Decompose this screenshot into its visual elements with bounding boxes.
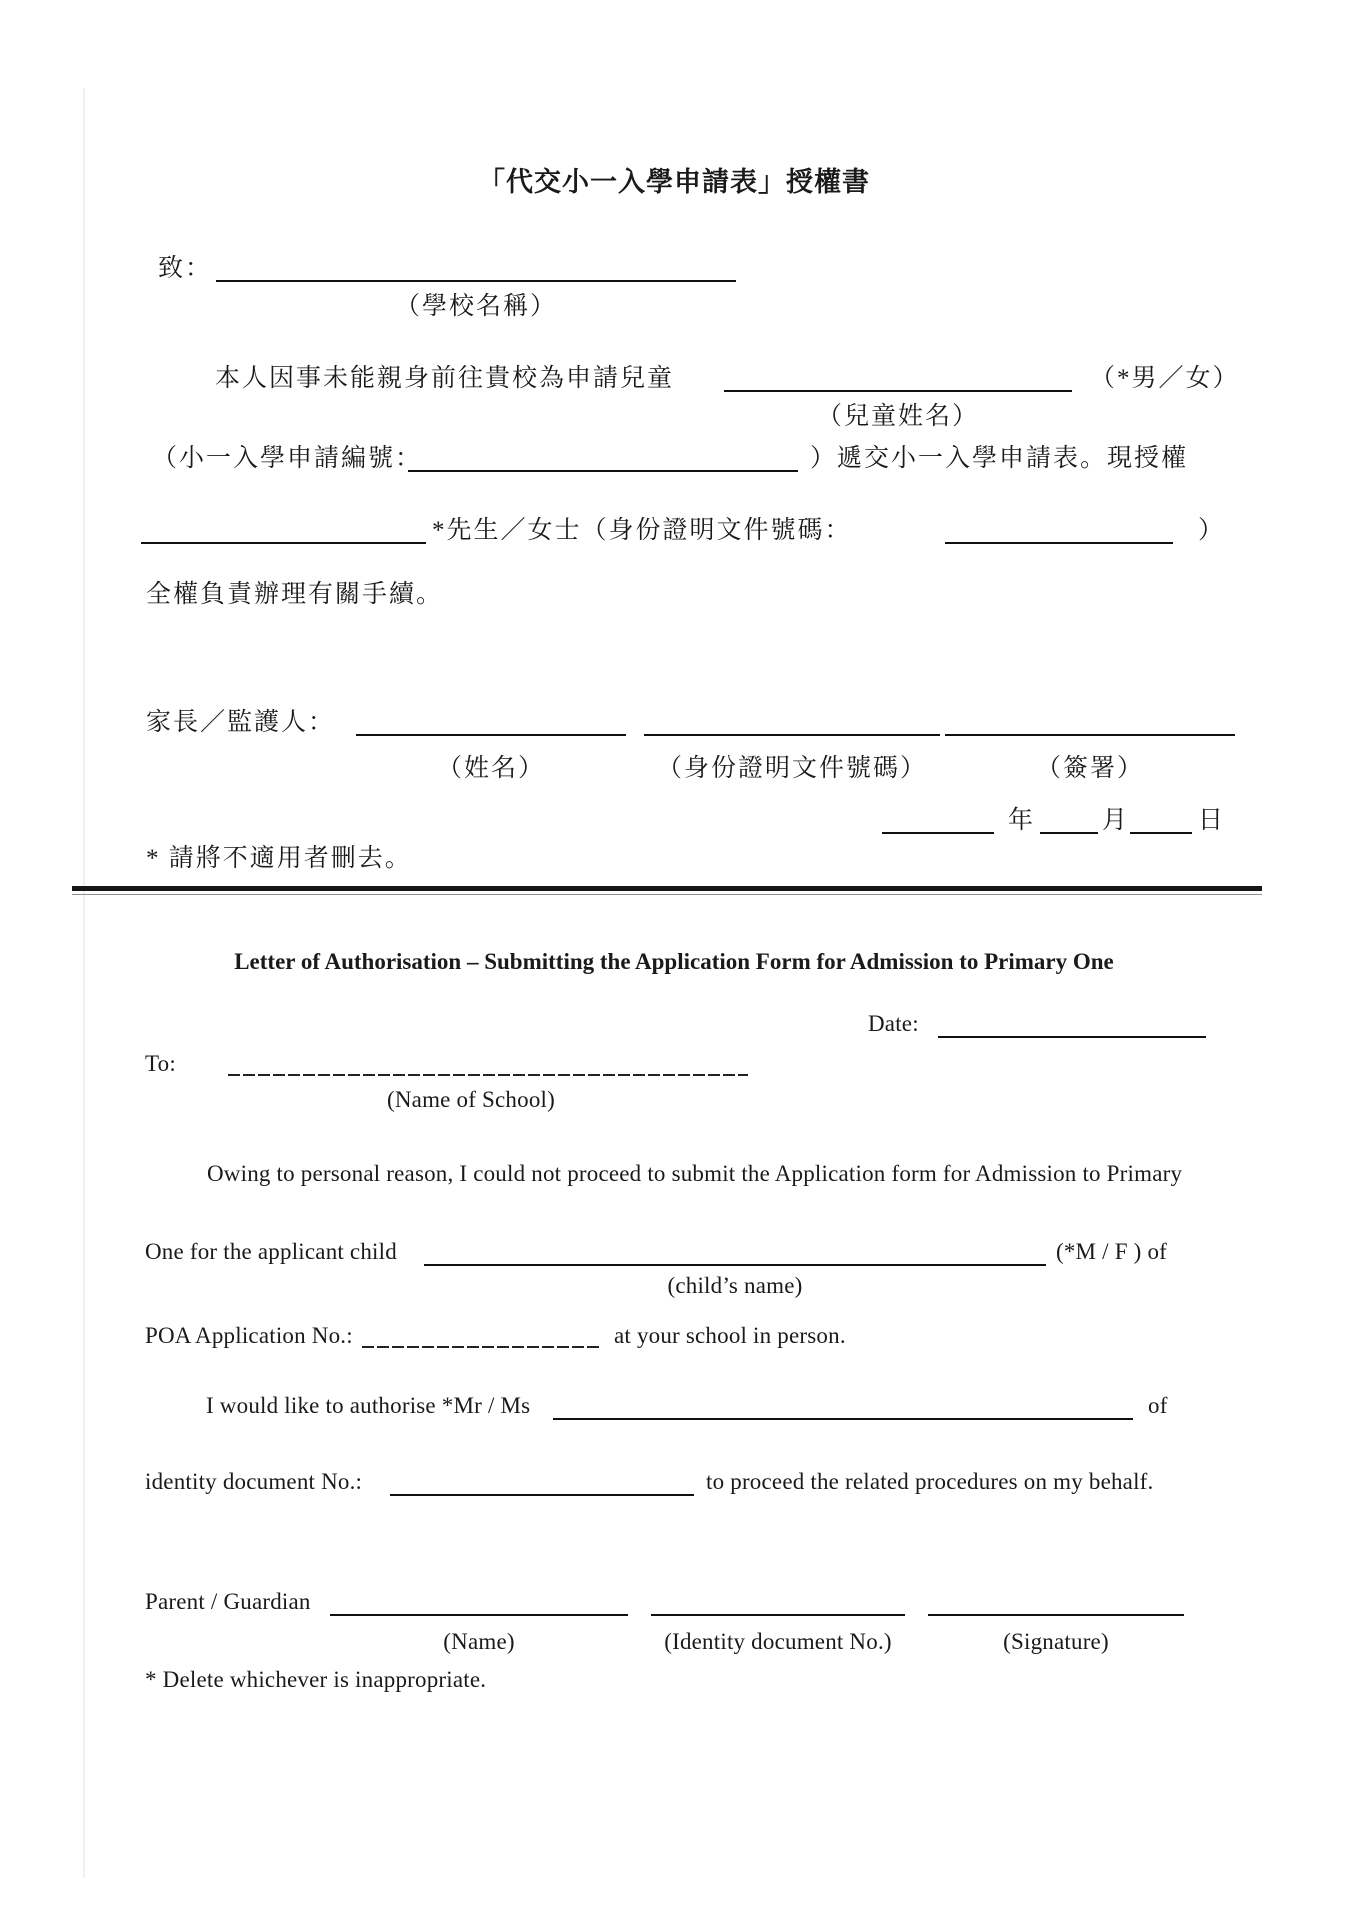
zh-footnote: * 請將不適用者刪去。 <box>146 845 412 872</box>
page-edge-line <box>83 88 85 1878</box>
zh-child-name-caption: （兒童姓名） <box>816 403 979 430</box>
zh-year-label: 年 <box>1008 807 1036 834</box>
zh-to-label: 致： <box>158 255 213 282</box>
zh-parent-name-field[interactable] <box>356 708 626 736</box>
en-signature-caption: (Signature) <box>1003 1629 1109 1654</box>
zh-date-day-field[interactable] <box>1130 806 1192 834</box>
zh-signature-caption: （簽署） <box>1035 755 1144 782</box>
en-parent-signature-field[interactable] <box>928 1588 1184 1616</box>
zh-application-no-field[interactable] <box>408 444 798 472</box>
zh-section-title: 「代交小一入學申請表」授權書 <box>478 167 870 197</box>
en-date-field[interactable] <box>938 1010 1206 1038</box>
en-id-suffix: to proceed the related procedures on my behalf. <box>706 1469 1154 1494</box>
en-child-name-field[interactable] <box>424 1238 1046 1266</box>
zh-id-caption: （身份證明文件號碼） <box>656 755 927 782</box>
section-divider <box>72 886 1262 891</box>
zh-day-label: 日 <box>1198 807 1226 834</box>
en-gender-label: (*M / F ) of <box>1056 1239 1168 1264</box>
en-line2-prefix: One for the applicant child <box>145 1239 397 1264</box>
en-child-name-caption: (child’s name) <box>667 1273 803 1298</box>
en-footnote: * Delete whichever is inappropriate. <box>145 1667 487 1692</box>
zh-date-month-field[interactable] <box>1040 806 1098 834</box>
en-id-label: identity document No.: <box>145 1469 363 1494</box>
en-poa-label: POA Application No.: <box>145 1323 353 1348</box>
en-authorised-person-id-field[interactable] <box>390 1468 694 1496</box>
en-authorise-prefix: I would like to authorise *Mr / Ms <box>206 1393 531 1418</box>
en-paragraph1: Owing to personal reason, I could not proceed to submit the Application form for Admission to Primary <box>207 1161 1183 1186</box>
zh-application-no-suffix: ）遞交小一入學申請表。現授權 <box>810 445 1189 472</box>
zh-closing-line: 全權負責辦理有關手續。 <box>146 581 444 608</box>
zh-close-paren: ） <box>1198 517 1226 544</box>
zh-date-year-field[interactable] <box>882 806 994 834</box>
en-authorised-person-name-field[interactable] <box>553 1392 1133 1420</box>
zh-application-no-prefix: （小一入學申請編號： <box>152 445 423 472</box>
en-identity-caption: (Identity document No.) <box>664 1629 892 1654</box>
en-school-name-field[interactable] <box>228 1050 748 1076</box>
en-to-label: To: <box>145 1051 176 1076</box>
zh-authorised-person-id-field[interactable] <box>945 516 1173 544</box>
en-date-label: Date: <box>868 1011 919 1036</box>
zh-school-name-caption: （學校名稱） <box>394 293 557 320</box>
zh-parent-id-field[interactable] <box>644 708 940 736</box>
zh-body-line1: 本人因事未能親身前往貴校為申請兒童 <box>215 365 675 392</box>
section-divider-thin <box>72 894 1262 895</box>
en-parent-name-field[interactable] <box>330 1588 628 1616</box>
en-of-label: of <box>1148 1393 1168 1418</box>
zh-child-name-field[interactable] <box>724 364 1072 392</box>
zh-month-label: 月 <box>1102 807 1130 834</box>
zh-gender-label: （*男／女） <box>1090 365 1240 392</box>
zh-school-name-field[interactable] <box>216 254 736 282</box>
en-poa-suffix: at your school in person. <box>614 1323 846 1348</box>
en-parent-id-field[interactable] <box>651 1588 905 1616</box>
zh-authorised-person-name-field[interactable] <box>141 516 426 544</box>
zh-name-caption: （姓名） <box>436 755 545 782</box>
zh-parent-signature-field[interactable] <box>945 708 1235 736</box>
en-name-caption: (Name) <box>443 1629 515 1654</box>
en-poa-no-field[interactable] <box>362 1322 602 1348</box>
en-section-title: Letter of Authorisation – Submitting the Application Form for Admission to Primary One <box>234 949 1114 974</box>
zh-parent-guardian-label: 家長／監護人： <box>146 709 336 736</box>
en-parent-guardian-label: Parent / Guardian <box>145 1589 311 1614</box>
en-school-name-caption: (Name of School) <box>387 1087 555 1112</box>
zh-authorise-middle: *先生／女士（身份證明文件號碼： <box>432 517 852 544</box>
